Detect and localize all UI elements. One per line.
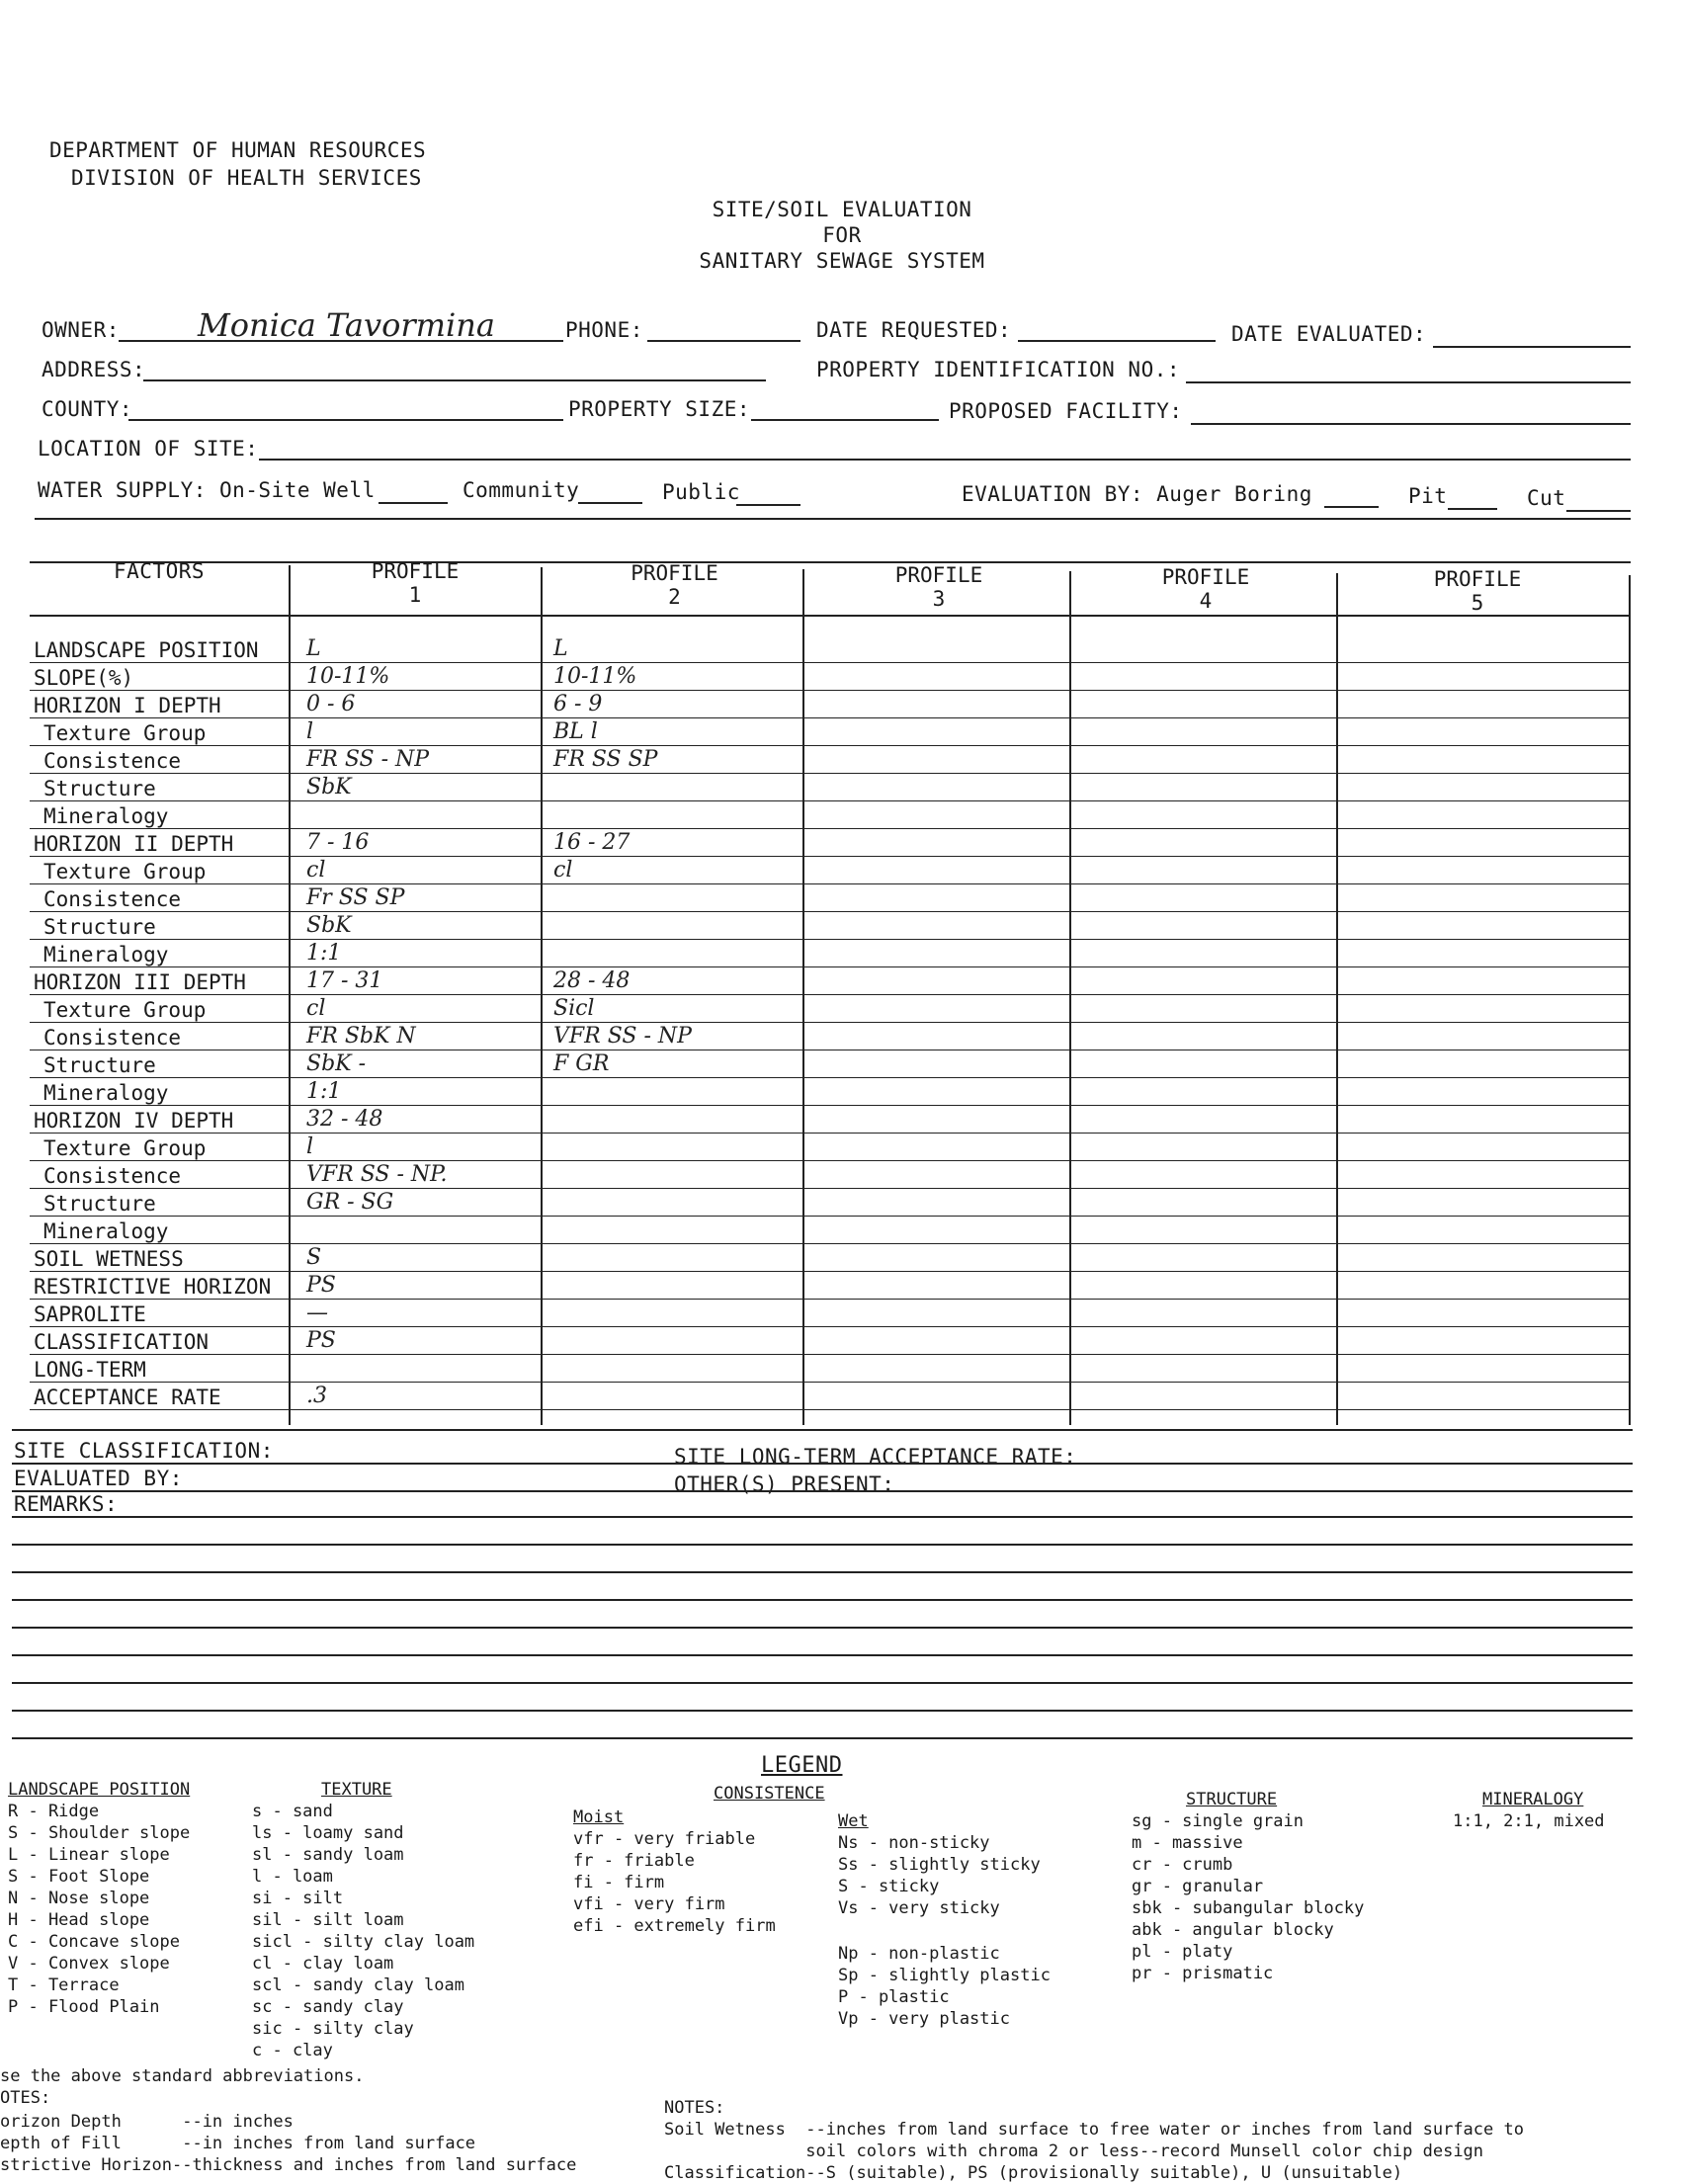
form-title: SITE/SOIL EVALUATION <box>712 198 972 221</box>
note-item: Classification--S (suitable), PS (provisionally suitable), U (unsuitable) <box>664 2163 1403 2183</box>
mineralogy-legend-title: MINERALOGY <box>1482 1790 1584 1809</box>
row-label: Structure <box>43 915 156 939</box>
texture-legend-item: sc - sandy clay <box>252 1997 404 2017</box>
profile-1-cell[interactable]: — <box>306 1301 328 1325</box>
plastic-legend-list <box>838 1943 1051 2030</box>
profile-2-cell[interactable]: F GR <box>553 1051 610 1076</box>
profile-1-cell[interactable]: FR SbK N <box>306 1024 416 1049</box>
landscape-legend-item: L - Linear slope <box>8 1845 170 1865</box>
profile-1-cell[interactable]: SbK <box>306 913 352 938</box>
row-label: Consistence <box>43 749 182 773</box>
profile-1-cell[interactable]: SbK - <box>306 1051 367 1076</box>
row-label: ACCEPTANCE RATE <box>34 1386 221 1409</box>
evaluated-by-label: EVALUATED BY: <box>14 1467 183 1490</box>
profile-1-cell[interactable]: PS <box>306 1328 336 1353</box>
site-classification-label: SITE CLASSIFICATION: <box>14 1439 274 1463</box>
row-label: SLOPE(%) <box>34 666 134 690</box>
texture-legend-item: cl - clay loam <box>252 1954 394 1974</box>
factors-header: FACTORS <box>114 559 206 583</box>
date-requested-label: DATE REQUESTED: <box>816 318 1012 342</box>
profile-1-cell[interactable]: Fr SS SP <box>306 885 405 910</box>
owner-value[interactable]: Monica Tavormina <box>198 306 495 344</box>
profile-1-cell[interactable]: 7 - 16 <box>306 830 370 855</box>
row-label: Consistence <box>43 1026 182 1050</box>
texture-legend-item: sil - silt loam <box>252 1910 404 1930</box>
phone-label: PHONE: <box>565 318 643 342</box>
profile-3-header: PROFILE 3 <box>894 563 983 611</box>
remarks-label: REMARKS: <box>14 1492 119 1516</box>
texture-legend-title: TEXTURE <box>321 1780 392 1800</box>
structure-legend-item: gr - granular <box>1132 1877 1264 1896</box>
profile-1-cell[interactable]: VFR SS - NP. <box>306 1162 448 1187</box>
profile-1-cell[interactable]: 17 - 31 <box>306 968 383 993</box>
row-label: Texture Group <box>43 860 207 883</box>
legend-title: LEGEND <box>761 1753 843 1778</box>
note-item: Soil Wetness --inches from land surface to free water or inches from land surface to <box>664 2120 1524 2140</box>
texture-legend-item: ls - loamy sand <box>252 1823 404 1843</box>
row-label: HORIZON II DEPTH <box>34 832 234 856</box>
form-title-for: FOR <box>822 223 862 247</box>
wet-legend-list <box>838 1832 1041 1919</box>
owner-label: OWNER: <box>42 318 120 342</box>
abbrev-note: se the above standard abbreviations. <box>0 2066 365 2086</box>
water-supply-label: WATER SUPPLY: On-Site Well <box>38 478 376 502</box>
property-id-label: PROPERTY IDENTIFICATION NO.: <box>816 358 1181 381</box>
texture-legend-item: sic - silty clay <box>252 2019 414 2039</box>
profile-1-header: PROFILE 1 <box>371 559 460 607</box>
plastic-legend-item: Sp - slightly plastic <box>838 1966 1051 1985</box>
landscape-legend-item: N - Nose slope <box>8 1889 150 1908</box>
row-label: HORIZON IV DEPTH <box>34 1109 234 1133</box>
moist-legend-item: fi - firm <box>573 1873 665 1892</box>
texture-legend-item: s - sand <box>252 1802 333 1821</box>
moist-legend-item: efi - extremely firm <box>573 1916 776 1936</box>
note-item: strictive Horizon--thickness and inches from land surface <box>0 2155 577 2175</box>
profile-1-cell[interactable]: S <box>306 1245 322 1270</box>
structure-legend-item: m - massive <box>1132 1833 1243 1853</box>
profile-2-cell[interactable]: BL l <box>553 719 598 744</box>
profile-2-cell[interactable]: 16 - 27 <box>553 830 631 855</box>
profile-1-cell[interactable]: FR SS - NP <box>306 747 430 772</box>
structure-legend-item: pl - platy <box>1132 1942 1233 1962</box>
profile-2-cell[interactable]: Sicl <box>553 996 595 1021</box>
structure-legend-item: sbk - subangular blocky <box>1132 1898 1365 1918</box>
row-label: Mineralogy <box>43 804 169 828</box>
row-label: Mineralogy <box>43 1081 169 1105</box>
profile-1-cell[interactable]: cl <box>306 858 326 882</box>
site-ltar-label: SITE LONG-TERM ACCEPTANCE RATE: <box>674 1445 1077 1469</box>
structure-legend-item: sg - single grain <box>1132 1811 1304 1831</box>
profile-1-cell[interactable]: .3 <box>306 1384 327 1408</box>
row-label: HORIZON III DEPTH <box>34 970 246 994</box>
structure-legend-title: STRUCTURE <box>1186 1790 1278 1809</box>
landscape-legend-item: C - Concave slope <box>8 1932 180 1952</box>
row-label: Consistence <box>43 887 182 911</box>
row-label: Texture Group <box>43 721 207 745</box>
moist-legend-item: vfr - very friable <box>573 1829 756 1849</box>
row-label: SAPROLITE <box>34 1302 146 1326</box>
landscape-legend-item: S - Shoulder slope <box>8 1823 191 1843</box>
landscape-legend-item: V - Convex slope <box>8 1954 170 1974</box>
note-item: soil colors with chroma 2 or less--record Munsell color chip design <box>664 2142 1484 2161</box>
evaluation-by-label: EVALUATION BY: Auger Boring <box>962 482 1312 506</box>
wet-title: Wet <box>838 1811 869 1831</box>
row-label: Texture Group <box>43 998 207 1022</box>
landscape-legend-item: H - Head slope <box>8 1910 150 1930</box>
landscape-legend-item: R - Ridge <box>8 1802 100 1821</box>
profile-2-cell[interactable]: VFR SS - NP <box>553 1024 692 1049</box>
form-title-system: SANITARY SEWAGE SYSTEM <box>699 249 985 273</box>
texture-legend-item: c - clay <box>252 2041 333 2060</box>
wet-legend-item: Ns - non-sticky <box>838 1833 990 1853</box>
plastic-legend-item: Vp - very plastic <box>838 2009 1010 2029</box>
texture-legend-item: l - loam <box>252 1867 333 1887</box>
texture-legend-item: sicl - silty clay loam <box>252 1932 475 1952</box>
row-label: LANDSCAPE POSITION <box>34 638 259 662</box>
profile-1-cell[interactable]: cl <box>306 996 326 1021</box>
note-item: orizon Depth --in inches <box>0 2112 294 2132</box>
note-item: epth of Fill --in inches from land surface <box>0 2134 476 2153</box>
structure-legend-item: cr - crumb <box>1132 1855 1233 1875</box>
others-present-label: OTHER(S) PRESENT: <box>674 1472 895 1496</box>
wet-legend-item: Vs - very sticky <box>838 1898 1000 1918</box>
landscape-legend-title: LANDSCAPE POSITION <box>8 1780 191 1800</box>
profile-1-cell[interactable]: 1:1 <box>306 1079 342 1104</box>
consistence-legend-title: CONSISTENCE <box>714 1784 825 1804</box>
profile-1-cell[interactable]: 10-11% <box>306 664 390 689</box>
profile-1-cell[interactable]: SbK <box>306 775 352 799</box>
row-label: SOIL WETNESS <box>34 1247 184 1271</box>
plastic-legend-item: Np - non-plastic <box>838 1944 1000 1964</box>
moist-legend-item: vfi - very firm <box>573 1894 725 1914</box>
moist-legend-item: fr - friable <box>573 1851 695 1871</box>
division-name: DIVISION OF HEALTH SERVICES <box>71 166 422 190</box>
profile-1-cell[interactable]: l <box>306 719 314 744</box>
cut-label: Cut <box>1527 486 1566 510</box>
landscape-legend-item: S - Foot Slope <box>8 1867 150 1887</box>
structure-legend-item: abk - angular blocky <box>1132 1920 1334 1940</box>
landscape-legend-item: T - Terrace <box>8 1975 120 1995</box>
profile-2-cell[interactable]: cl <box>553 858 573 882</box>
row-label: HORIZON I DEPTH <box>34 694 221 717</box>
texture-legend-item: si - silt <box>252 1889 344 1908</box>
texture-legend-list <box>252 1801 474 2061</box>
profile-1-cell[interactable]: 32 - 48 <box>306 1107 383 1132</box>
row-label: Mineralogy <box>43 1219 169 1243</box>
profile-2-header: PROFILE 2 <box>631 561 718 609</box>
row-label: RESTRICTIVE HORIZON <box>34 1275 272 1299</box>
row-label: Structure <box>43 1053 156 1077</box>
notes-right-list <box>664 2119 1524 2184</box>
profile-1-cell[interactable]: L <box>306 636 321 661</box>
profile-1-cell[interactable]: PS <box>306 1273 336 1298</box>
landscape-legend-item: P - Flood Plain <box>8 1997 160 2017</box>
row-label: Texture Group <box>43 1136 207 1160</box>
date-evaluated-label: DATE EVALUATED: <box>1231 322 1427 346</box>
profile-1-cell[interactable]: GR - SG <box>306 1190 394 1215</box>
wet-legend-item: S - sticky <box>838 1877 940 1896</box>
profile-2-cell[interactable]: 28 - 48 <box>553 968 631 993</box>
profile-2-cell[interactable]: 6 - 9 <box>553 692 603 716</box>
profile-1-cell[interactable]: 1:1 <box>306 941 342 966</box>
texture-legend-item: sl - sandy loam <box>252 1845 404 1865</box>
landscape-legend-list <box>8 1801 190 2018</box>
profile-1-cell[interactable]: 0 - 6 <box>306 692 356 716</box>
department-name: DEPARTMENT OF HUMAN RESOURCES <box>49 138 427 162</box>
mineralogy-legend-list <box>1453 1810 1605 1832</box>
row-label: CLASSIFICATION <box>34 1330 210 1354</box>
notes-left-label: OTES: <box>0 2088 51 2108</box>
profile-5-header: PROFILE 5 <box>1433 567 1522 615</box>
structure-legend-list <box>1132 1810 1364 1984</box>
plastic-legend-item: P - plastic <box>838 1987 950 2007</box>
wet-legend-item: Ss - slightly sticky <box>838 1855 1041 1875</box>
location-label: LOCATION OF SITE: <box>38 437 259 461</box>
notes-left-list <box>0 2111 576 2176</box>
address-label: ADDRESS: <box>42 358 146 381</box>
row-label: LONG-TERM <box>34 1358 146 1382</box>
notes-right-label: NOTES: <box>664 2098 725 2118</box>
county-label: COUNTY: <box>42 397 133 421</box>
row-label: Mineralogy <box>43 943 169 966</box>
profile-2-cell[interactable]: 10-11% <box>553 664 637 689</box>
moist-title: Moist <box>573 1807 625 1827</box>
row-label: Structure <box>43 1192 156 1216</box>
profile-1-cell[interactable]: l <box>306 1134 314 1159</box>
profile-4-header: PROFILE 4 <box>1161 565 1250 613</box>
community-label: Community <box>463 478 580 502</box>
structure-legend-item: pr - prismatic <box>1132 1964 1274 1983</box>
texture-legend-item: scl - sandy clay loam <box>252 1975 464 1995</box>
property-size-label: PROPERTY SIZE: <box>568 397 751 421</box>
proposed-facility-label: PROPOSED FACILITY: <box>949 399 1183 423</box>
mineralogy-legend-item: 1:1, 2:1, mixed <box>1453 1811 1605 1831</box>
row-label: Consistence <box>43 1164 182 1188</box>
row-label: Structure <box>43 777 156 800</box>
pit-label: Pit <box>1408 484 1448 508</box>
profile-2-cell[interactable]: L <box>553 636 568 661</box>
profile-2-cell[interactable]: FR SS SP <box>553 747 658 772</box>
public-label: Public <box>662 480 740 504</box>
moist-legend-list <box>573 1828 776 1937</box>
